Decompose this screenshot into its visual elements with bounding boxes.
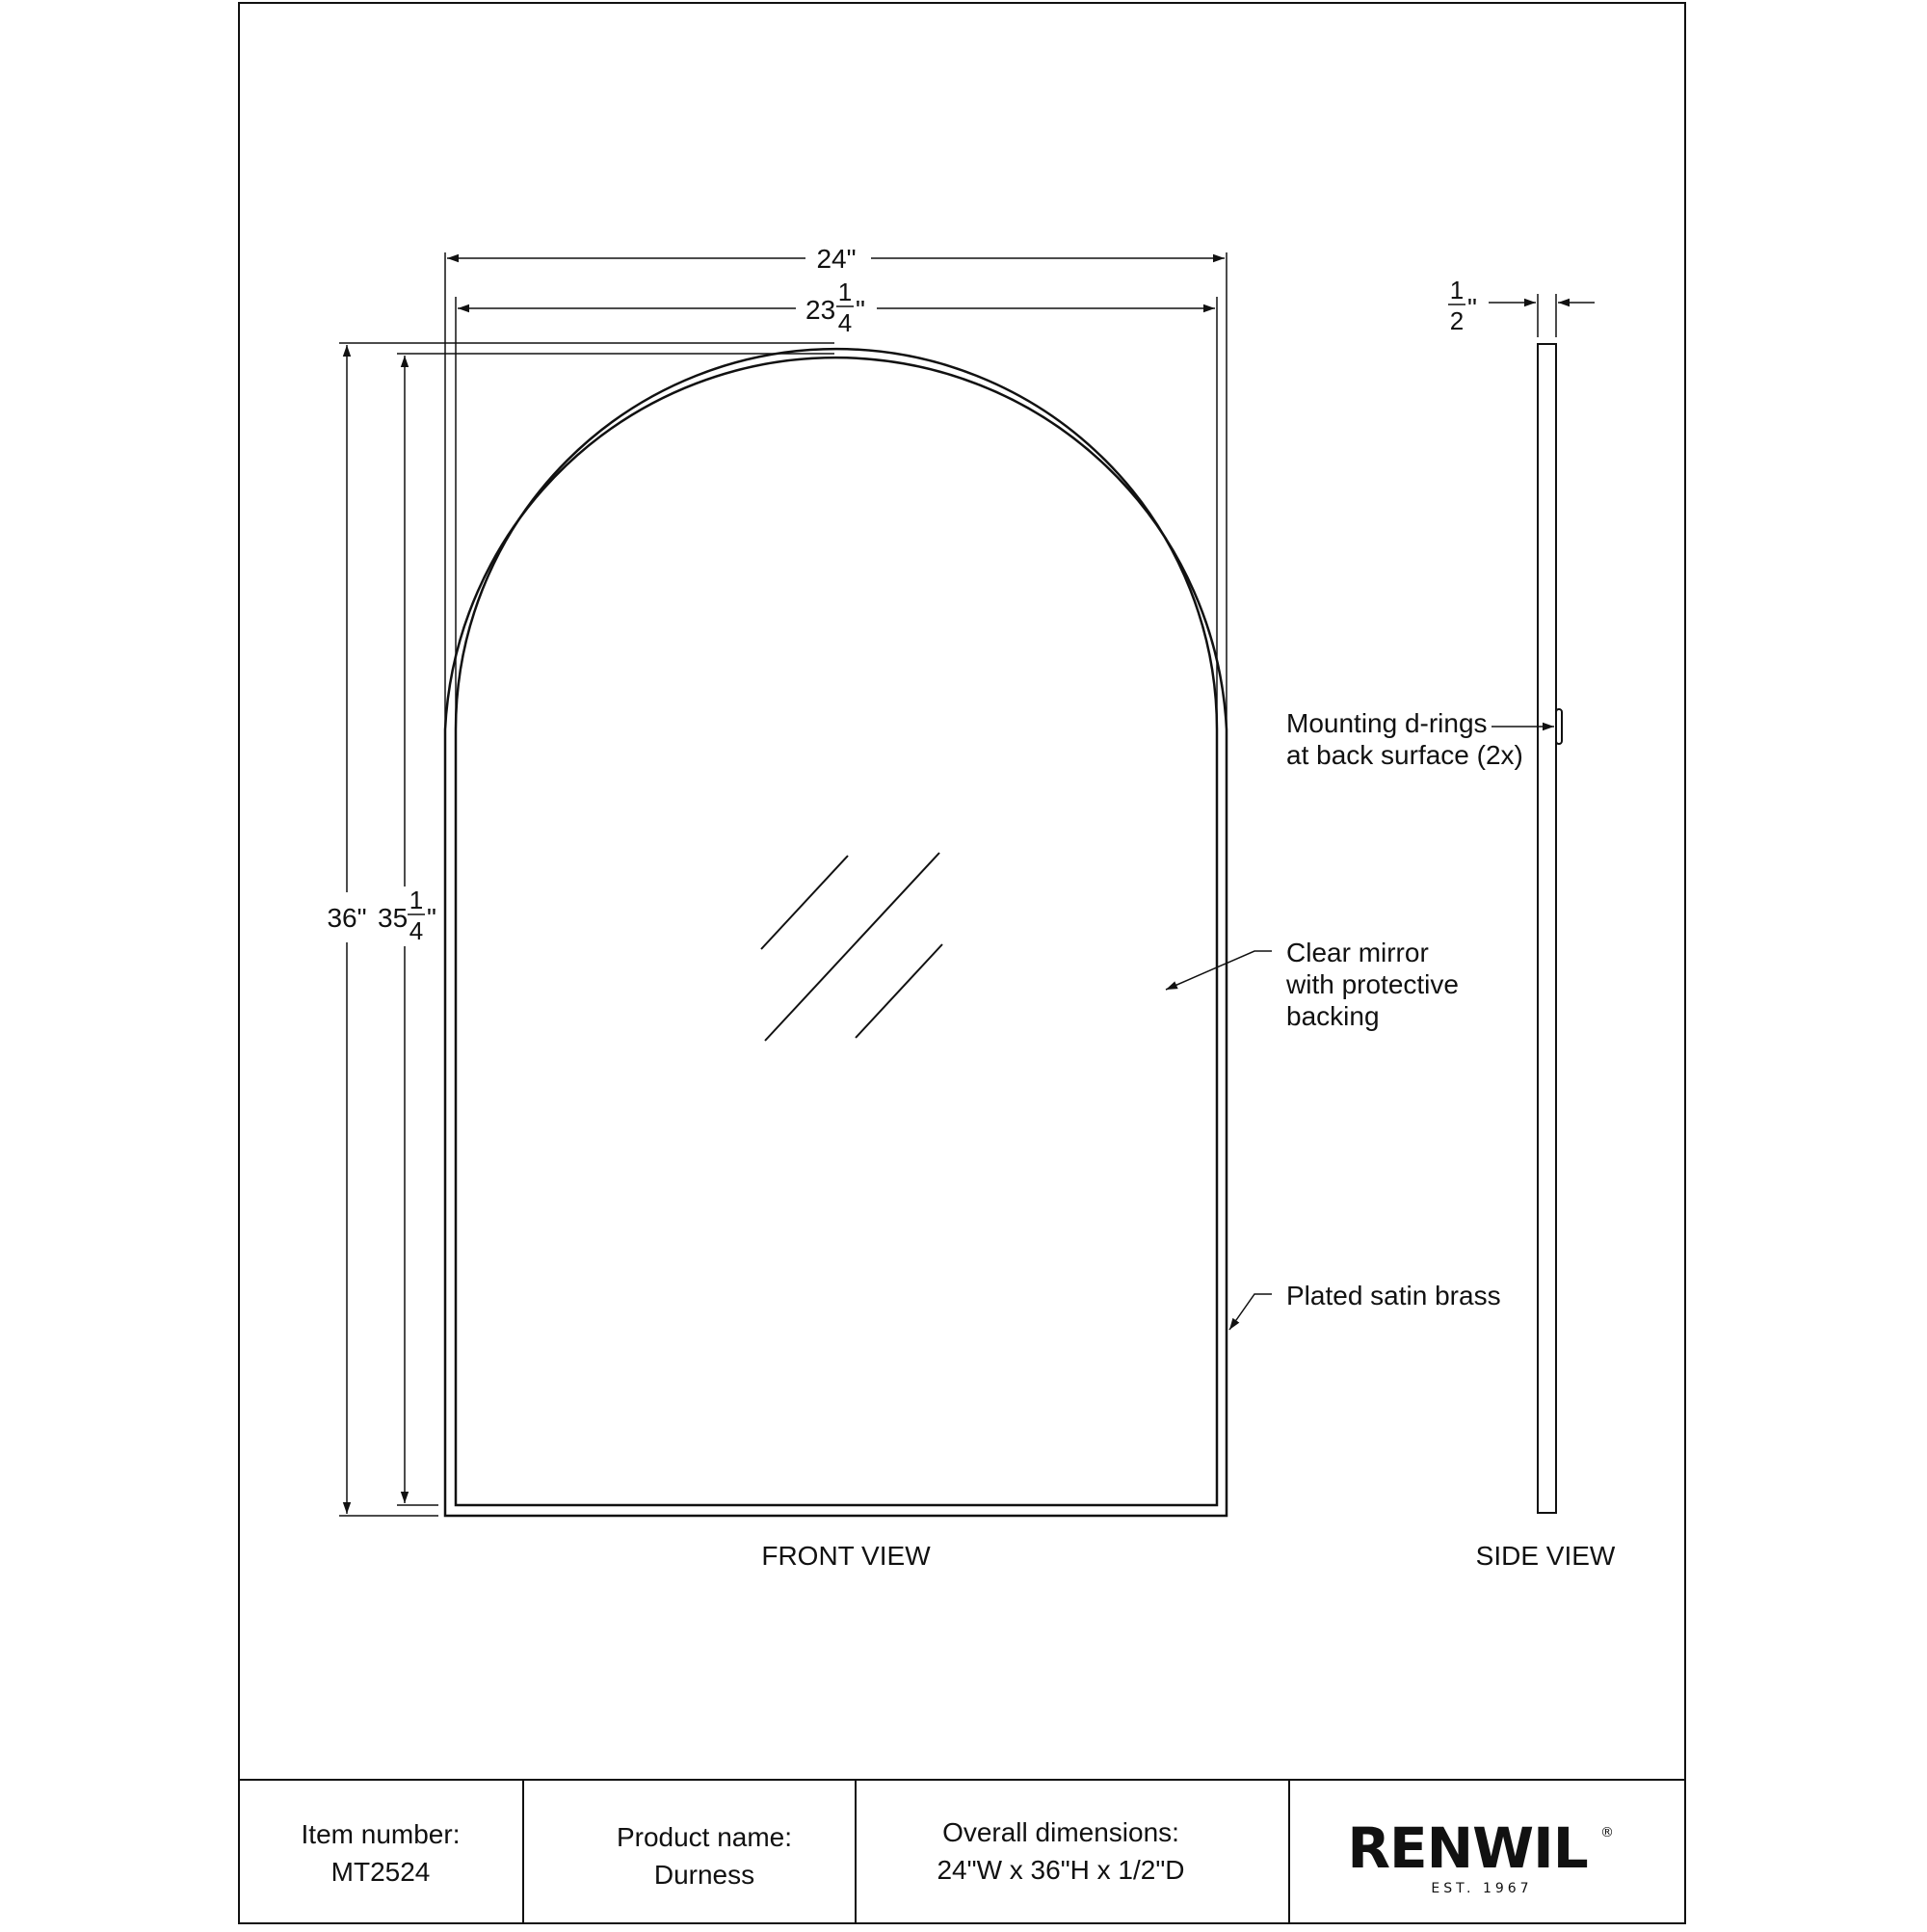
renwil-logo [1347, 1815, 1618, 1896]
d-ring-icon [1556, 709, 1562, 744]
overall-dimensions-label: Overall dimensions: [942, 1817, 1179, 1847]
note-d-rings [1286, 708, 1523, 770]
frame-outer-outline [445, 357, 1227, 1516]
svg-text:1: 1 [409, 886, 424, 914]
width-inner-label [805, 278, 865, 337]
svg-text:35: 35 [378, 903, 409, 933]
svg-text:": " [856, 295, 865, 325]
leader-frame [1229, 1294, 1272, 1330]
front-view-mirror [445, 349, 1227, 1516]
item-number-label: Item number: [301, 1819, 461, 1849]
svg-text:4: 4 [837, 308, 853, 337]
leader-mirror [1166, 951, 1272, 990]
side-view-profile [1538, 344, 1556, 1513]
dimension-width-outer [445, 252, 1227, 729]
width-outer-label: 24" [816, 244, 857, 274]
svg-text:backing: backing [1286, 1001, 1380, 1031]
overall-dimensions-value: 24"W x 36"H x 1/2"D [937, 1855, 1185, 1885]
dimension-height-inner [397, 354, 834, 1505]
svg-text:®: ® [1600, 1825, 1618, 1840]
product-name-value: Durness [653, 1860, 755, 1890]
svg-text:with protective: with protective [1286, 969, 1459, 999]
svg-text:23: 23 [805, 295, 836, 325]
height-outer-label: 36" [327, 903, 367, 933]
svg-text:1: 1 [1449, 276, 1465, 304]
svg-text:1: 1 [837, 278, 853, 306]
svg-text:RENWIL: RENWIL [1347, 1815, 1588, 1881]
product-name-label: Product name: [616, 1822, 793, 1852]
svg-text:Mounting d-rings: Mounting d-rings [1286, 708, 1488, 738]
svg-text:Clear mirror: Clear mirror [1286, 938, 1429, 967]
glass-reflection-icon [761, 853, 942, 1041]
dimension-width-inner [456, 297, 1217, 729]
svg-text:": " [427, 903, 436, 933]
svg-text:4: 4 [409, 916, 424, 945]
svg-text:": " [1467, 293, 1477, 323]
svg-text:EST. 1967: EST. 1967 [1431, 1881, 1533, 1896]
front-view-title: FRONT VIEW [761, 1541, 931, 1571]
frame-inner-outline [456, 349, 1217, 1505]
note-mirror [1285, 938, 1459, 1031]
height-inner-label [378, 886, 436, 945]
note-frame: Plated satin brass [1286, 1281, 1501, 1310]
svg-text:at back surface (2x): at back surface (2x) [1286, 740, 1523, 770]
side-view-title: SIDE VIEW [1475, 1541, 1616, 1571]
dimension-depth [1489, 294, 1595, 337]
item-number-value: MT2524 [330, 1857, 431, 1887]
depth-label [1448, 276, 1477, 335]
svg-text:2: 2 [1449, 306, 1465, 335]
